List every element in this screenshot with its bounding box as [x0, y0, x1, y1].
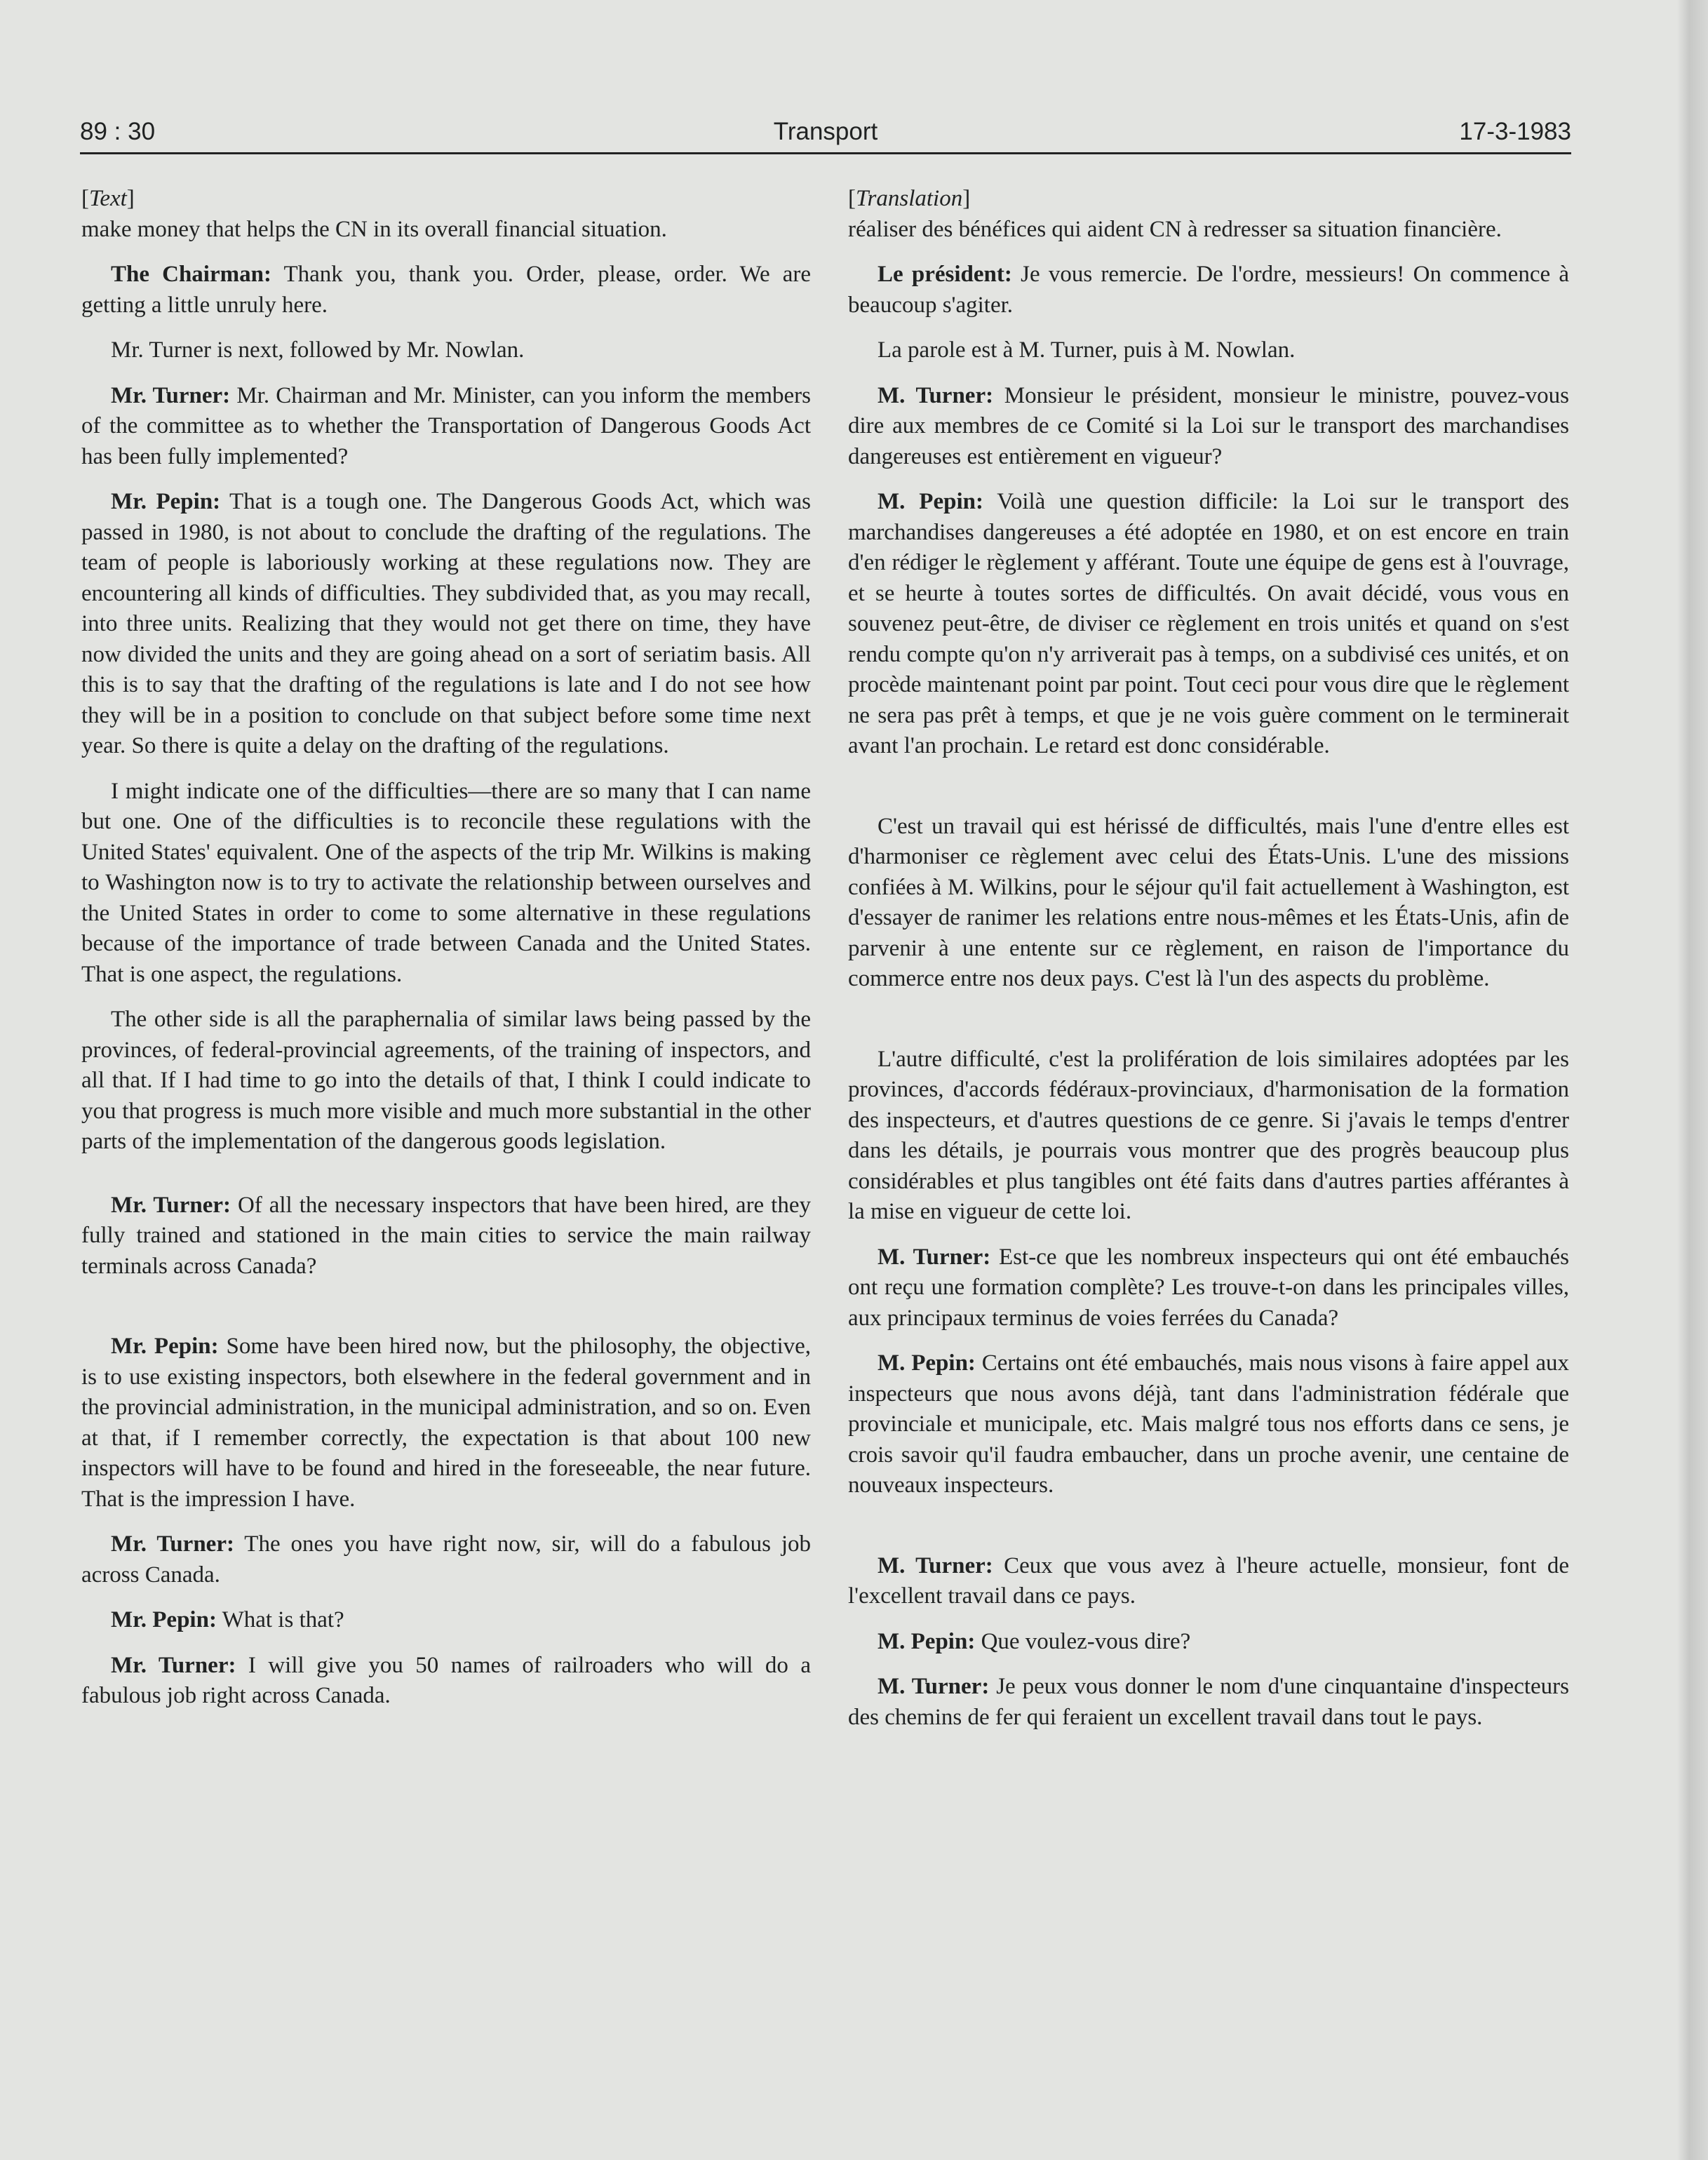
paragraph: I might indicate one of the difficulties—there are so many that I can name but one. One of the difficulties is to reconcile these regulations with the United States' equivalent. One of the aspects of the trip Mr. Wilkins is making to Washington now is to try to activate the relationship between ourselves and the United States in order to come to some alternative in these regulations because of the importance of trade between Canada and the United States. That is one aspect, the regulations. [81, 778, 811, 987]
paragraph: M. Pepin: Que voulez-vous dire? [877, 1628, 1191, 1654]
english-column [81, 184, 811, 1726]
paragraph: réaliser des bénéfices qui aident CN à redresser sa situation financière. [848, 216, 1502, 242]
speaker: Mr. Turner: [111, 1531, 234, 1557]
paragraph: Mr. Turner: I will give you 50 names of railroaders who will do a fabulous job right across Canada. [81, 1652, 811, 1708]
header-rule [80, 152, 1571, 154]
paragraph: make money that helps the CN in its overall financial situation. [81, 216, 667, 242]
speaker: Mr. Turner: [111, 382, 231, 408]
paragraph: La parole est à M. Turner, puis à M. Nowlan. [877, 337, 1296, 363]
paragraph: M. Turner: Monsieur le président, monsieur le ministre, pouvez-vous dire aux membres de ce Comité si la Loi sur le transport des marchandises dangereuses est entièrement en vigueur? [848, 382, 1569, 469]
french-column [848, 184, 1569, 1748]
paragraph: M. Turner: Ceux que vous avez à l'heure actuelle, monsieur, font de l'excellent travail dans ce pays. [848, 1552, 1569, 1609]
paragraph: Le président: Je vous remercie. De l'ordre, messieurs! On commence à beaucoup s'agiter. [848, 262, 1569, 318]
speaker: M. Turner: [877, 1244, 991, 1270]
speaker: Mr. Pepin: [111, 1607, 217, 1632]
paragraph: M. Turner: Est-ce que les nombreux inspecteurs qui ont été embauchés ont reçu une formation complète? Les trouve-t-on dans les principales villes, aux principaux terminus de voies ferrées du Canada? [848, 1244, 1569, 1331]
speaker: Mr. Pepin: [111, 1334, 219, 1359]
paragraph: Mr. Pepin: Some have been hired now, but the philosophy, the objective, is to use existing inspectors, both elsewhere in the federal government and in the provincial administration, in the municipal administration, and so on. Even at that, if I remember correctly, the expectation is that about 100 new inspectors will have to be found and hired in the foreseeable, the near future. That is the impression I have. [81, 1334, 812, 1512]
speaker: M. Pepin: [877, 1628, 976, 1654]
column-label: [Text] [81, 186, 135, 211]
speaker: M. Turner: [877, 382, 994, 408]
speaker: Mr. Turner: [111, 1192, 231, 1218]
page-date: 17-3-1983 [1459, 118, 1571, 145]
speaker: M. Pepin: [877, 1350, 976, 1376]
paragraph: L'autre difficulté, c'est la prolifération de lois similaires adoptées par les provinces, d'accords fédéraux-provinciaux, d'harmonisation de la formation des inspecteurs, et d'autres questions de ce genre. Si j'avais le temps d'entrer dans les détails, je pourrais vous montrer que des progrès beaucoup plus considérables et plus tangibles ont été faits dans d'autres parties afférantes à la mise en vigueur de cette loi. [848, 1046, 1569, 1224]
speaker: Mr. Turner: [111, 1652, 236, 1678]
paragraph: Mr. Pepin: That is a tough one. The Dangerous Goods Act, which was passed in 1980, is not about to conclude the drafting of the regulations. The team of people is laboriously working at these regulations now. They are encountering all kinds of difficulties. They subdivided that, as you may recall, into three units. Realizing that they would not get there on time, they have now divided the units and they are going ahead on a sort of seriatim basis. All this is to say that the drafting of the regulations is late and I do not see how they will be in a position to conclude on that subject before some time next year. So there is quite a delay on the drafting of the regulations. [81, 489, 811, 758]
paragraph: M. Turner: Je peux vous donner le nom d'une cinquantaine d'inspecteurs des chemins de fer qui feraient un excellent travail dans tout le pays. [848, 1674, 1569, 1730]
page-edge-shadow [1677, 0, 1708, 2160]
paragraph: M. Pepin: Certains ont été embauchés, mais nous visons à faire appel aux inspecteurs que nous avons déjà, tant dans l'administration fédérale que provinciale et municipale, etc. Mais malgré tous nos efforts dans ce sens, je crois savoir qu'il faudra embaucher, dans un proche avenir, une centaine de nouveaux inspecteurs. [848, 1350, 1569, 1498]
speaker: Mr. Pepin: [111, 489, 221, 514]
speaker: M. Pepin: [877, 489, 983, 514]
paragraph: Mr. Turner: Of all the necessary inspectors that have been hired, are they fully trained and stationed in the main cities to service the main railway terminals across Canada? [81, 1192, 811, 1279]
paragraph: The Chairman: Thank you, thank you. Order, please, order. We are getting a little unruly here. [81, 262, 811, 318]
column-label: [Translation] [848, 186, 971, 211]
page-header [80, 118, 1571, 154]
page-title: Transport [773, 118, 878, 145]
paragraph: M. Pepin: Voilà une question difficile: la Loi sur le transport des marchandises dangereuses a été adoptée en 1980, et on est encore en train d'en rédiger le règlement y afférant. Toute une équipe de gens est à l'ouvrage, et se heurte à toutes sortes de difficultés. On avait décidé, vous vous en souvenez peut-être, de diviser ce règlement en trois unités et quand on s'est rendu compte qu'on n'y arriverait pas à temps, on a subdivisé ces unités, et on procède maintenant point par point. Tout ceci pour vous dire que le règlement ne sera pas prêt à temps, et que je ne vois guère comment on le terminerait avant l'an prochain. Le retard est donc considérable. [848, 489, 1569, 758]
speaker: M. Turner: [877, 1552, 993, 1578]
paragraph: Mr. Turner: The ones you have right now, sir, will do a fabulous job across Canada. [81, 1531, 812, 1588]
paragraph: The other side is all the paraphernalia of similar laws being passed by the provinces, of federal-provincial agreements, of the training of inspectors, and all that. If I had time to go into the details of that, I think I could indicate to you that progress is much more visible and much more substantial in the other parts of the implementation of the dangerous goods legislation. [81, 1007, 811, 1154]
speaker: The Chairman: [111, 262, 271, 287]
paragraph: Mr. Turner is next, followed by Mr. Nowlan. [111, 337, 525, 363]
speaker: M. Turner: [877, 1674, 990, 1699]
paragraph: Mr. Pepin: What is that? [111, 1607, 344, 1632]
paragraph: Mr. Turner: Mr. Chairman and Mr. Minister, can you inform the members of the committee as to whether the Transportation of Dangerous Goods Act has been fully implemented? [81, 382, 811, 469]
page-number: 89 : 30 [80, 118, 156, 145]
speaker: Le président: [877, 262, 1012, 287]
paragraph: C'est un travail qui est hérissé de difficultés, mais l'une d'entre elles est d'harmoniser ce règlement avec celui des États-Unis. L'une des missions confiées à M. Wilkins, pour le séjour qu'il fait actuellement à Washington, est d'essayer de ranimer les relations entre nous-mêmes et les États-Unis, afin de parvenir à une entente sur ce règlement, en raison de l'importance du commerce entre nos deux pays. C'est là l'un des aspects du problème. [848, 813, 1569, 991]
